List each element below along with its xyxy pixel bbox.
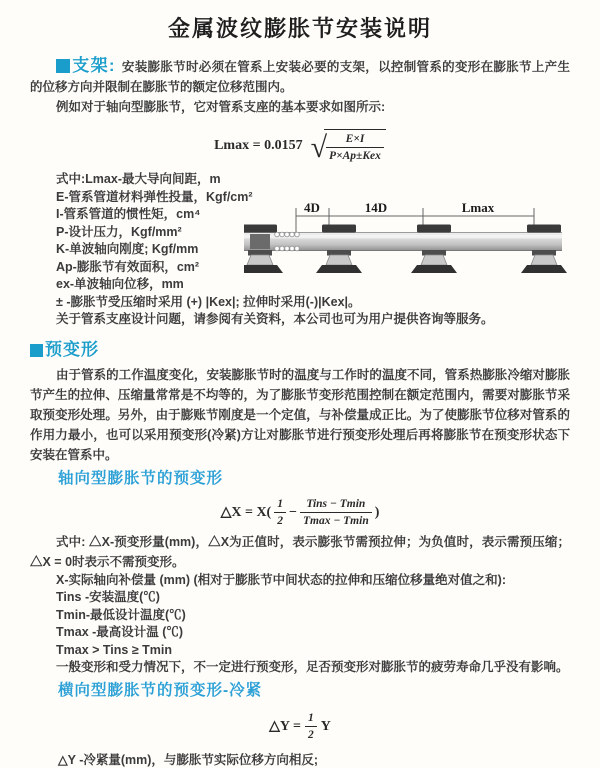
definition-line: ex-单波轴向位移，mm (56, 277, 184, 291)
section-predeform-header (30, 339, 570, 361)
section-support-heading: 支架: (72, 56, 116, 75)
section-bullet-icon (56, 59, 70, 73)
definition-line: K-单波轴向刚度; Kgf/mm (56, 242, 199, 256)
definitions-and-diagram (30, 171, 570, 329)
axial-items-list (30, 572, 570, 677)
section-bullet-icon (30, 344, 43, 357)
anchor-clamp (250, 234, 270, 249)
radicand-denominator: P×Ap±Kex (329, 150, 381, 162)
definition-line: P-设计压力，Kgf/mm² (56, 224, 182, 239)
half-fraction: $\frac{1}{2}$ (274, 497, 286, 529)
lateral-formula-rhs: Y (320, 718, 331, 734)
minus-sign: − (288, 504, 297, 520)
sqrt-radical-icon: √ (310, 131, 328, 164)
definition-line: 式中:Lmax-最大导向间距，m (56, 172, 221, 186)
support-intro-text: 安装膨胀节时必须在管系上安装必要的支架，以控制管系的变形在膨胀节上产生的位移方向并限制在膨胀节的额定位移范围内。 (30, 60, 570, 94)
radicand-numerator: E×I (326, 132, 384, 148)
document-page (0, 14, 600, 768)
definition-line: 关于管系支座设计问题，请参阅有关资料，本公司也可为用户提供咨询等服务。 (56, 312, 494, 326)
axial-explain-paragraph: 式中: △X-预变形量(mm)，△X为正值时，表示膨张节需预拉伸；为负值时，表示需预压缩；△X = 0时表示不需预变形。 (30, 534, 570, 569)
lateral-subtitle: 横向型膨胀节的预变形-冷紧 (58, 681, 263, 699)
axial-item-line: Tmax -最高设计温 (℃) (56, 625, 184, 639)
axial-item-line: Tmax > Tins ≥ Tmin (56, 642, 173, 657)
definition-line: ± -膨胀节受压缩时采用 (+) |Kex|; 拉伸时采用(-)|Kex|。 (56, 294, 361, 309)
axial-item-line: Tmin-最低设计温度(℃) (56, 607, 186, 622)
definition-line: Ap-膨胀节有效面积，cm² (56, 259, 200, 274)
page-title: 金属波纹膨胀节安装说明 (167, 16, 432, 41)
axial-item-line: 一般变形和受力情况下，不一定进行预变形，足否预变形对膨胀节的疲劳寿命几乎没有影响。 (56, 660, 569, 674)
definition-line: I-管系管道的惯性矩，cm⁴ (56, 207, 201, 221)
dimension-label-4d: 4D (304, 200, 320, 215)
dimension-label-lmax: Lmax (461, 200, 495, 215)
pipe-support-diagram (244, 199, 578, 283)
section-predeform-heading: 预变形 (45, 339, 99, 359)
axial-item-line: X-实际轴向补偿量 (mm) (相对于膨胀节中间状态的拉伸和压缩位移量绝对值之和): (56, 572, 506, 587)
lateral-explain-text: △Y -冷紧量(mm)，与膨胀节实际位移方向相反; (58, 752, 319, 767)
lmax-formula-lhs: Lmax = 0.0157 (214, 138, 303, 153)
lateral-formula (30, 712, 570, 742)
lateral-formula-lhs: △Y = (269, 719, 301, 734)
axial-formula (30, 496, 570, 530)
axial-item-line: Tins -安装温度(℃) (56, 590, 160, 604)
support-example-text: 例如对于轴向型膨胀节，它对管系支座的基本要求如图所示: (56, 100, 386, 114)
predeform-paragraph: 由于管系的工作温度变化，安装膨胀节时的温度与工作时的温度不同，管系热膨胀冷缩对膨胀节产生的拉伸、压缩量常常是不均等的，为了膨胀节变形范围控制在额定范围内，需要对膨胀节采取预变形处理。另外，由于膨账节刚度是一个定值，与补偿量成正比。为了使膨胀节位移对管系的作用力最小，也可以采用预变形(冷紧)方让对膨胀节进行预变形处理后再将膨胀节在预变形状态下安装在管系中。 (30, 367, 570, 462)
dimension-label-14d: 14D (364, 200, 388, 215)
support-intro-paragraph (30, 56, 570, 97)
axial-formula-rhs: ) (374, 504, 380, 520)
definition-line: E-管系管道材料弹性投量，Kgf/cm² (56, 189, 253, 204)
lmax-formula-radicand (324, 129, 386, 164)
lmax-formula (30, 127, 570, 165)
axial-subtitle: 轴向型膨胀节的预变形 (58, 469, 224, 487)
axial-formula-lhs: △X = X( (220, 505, 272, 520)
half-fraction: $\frac{1}{2}$ (305, 711, 317, 743)
temperature-fraction: $\frac{\text{Tins − Tmin}}{Tmax - Tmin}$ (300, 497, 372, 529)
